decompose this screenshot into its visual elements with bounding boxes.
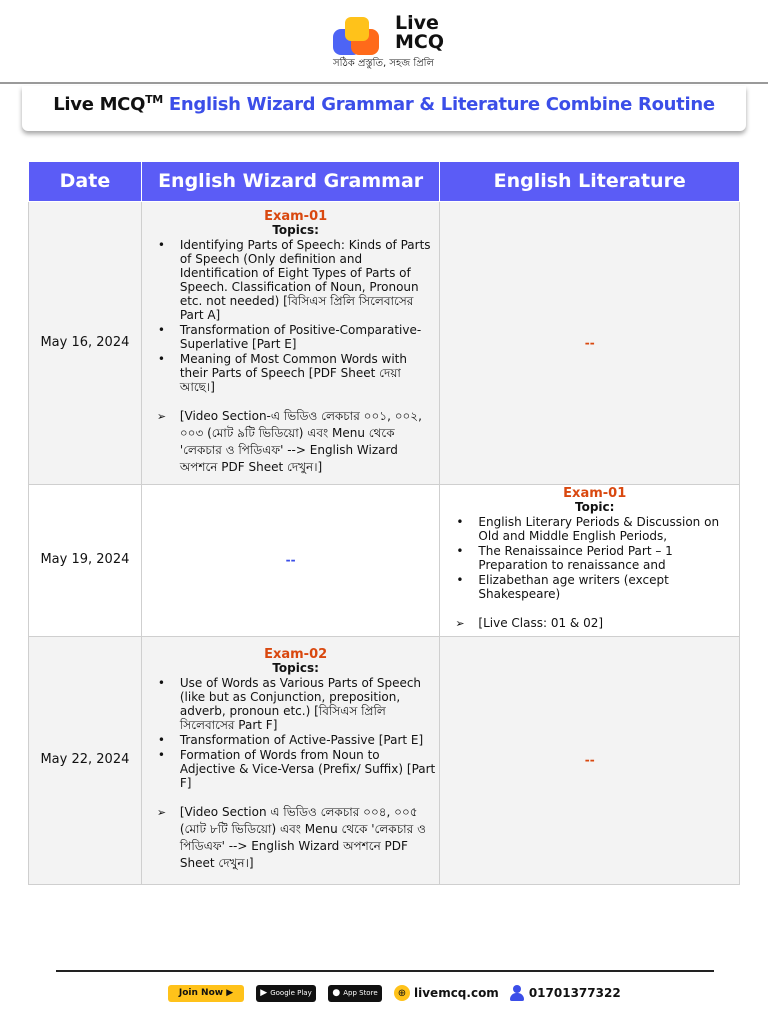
topic-item: • English Literary Periods & Discussion on Old and Middle English Periods, <box>454 515 735 543</box>
routine-table <box>28 162 740 885</box>
phone-number[interactable]: 01701377322 <box>528 986 621 1000</box>
table-row <box>29 636 740 884</box>
arrow-bullet-icon: ➢ <box>455 616 465 630</box>
trademark-mark: TM <box>145 93 163 106</box>
arrow-bullet-icon: ➢ <box>156 805 167 819</box>
footer-divider <box>56 970 714 972</box>
play-store-icon: ▶ <box>260 988 268 998</box>
topics-heading: Topic: <box>574 499 615 514</box>
resource-note-text: [Video Section এ ভিডিও লেকচার ০০৪, ০০৫ (মোট ৮টি ভিডিয়ো) এবং Menu থেকে 'লেকচার ও পিডিএফ' --> English Wizard অপশনে PDF Sheet দেখুন।] <box>179 804 426 870</box>
topics-list <box>156 238 436 394</box>
resource-note <box>454 615 735 632</box>
grammar-cell <box>141 636 440 884</box>
literature-cell-empty: -- <box>440 201 740 484</box>
title-bar <box>22 86 746 131</box>
row-date: May 16, 2024 <box>29 201 142 484</box>
topics-list <box>454 515 735 601</box>
literature-cell <box>440 484 740 636</box>
topic-item: • Transformation of Active-Passive [Part E] <box>156 733 436 747</box>
resource-note-text: [Live Class: 01 & 02] <box>478 615 604 630</box>
topics-list <box>156 676 436 790</box>
topic-item: • Formation of Words from Noun to Adjective & Vice-Versa (Prefix/ Suffix) [Part F] <box>156 748 436 790</box>
topics-heading: Topics: <box>272 222 319 237</box>
grammar-cell <box>141 201 440 484</box>
title-brand: Live MCQ <box>53 94 146 115</box>
user-icon <box>509 985 525 1001</box>
row-date: May 19, 2024 <box>29 484 142 636</box>
resource-note <box>156 804 436 872</box>
table-header-row <box>29 162 740 201</box>
column-header-grammar: English Wizard Grammar <box>141 162 440 201</box>
topic-item: • Elizabethan age writers (except Shakespeare) <box>454 573 735 601</box>
exam-label: Exam-02 <box>264 646 328 662</box>
page-header <box>0 0 768 84</box>
topic-item: • Identifying Parts of Speech: Kinds of Parts of Speech (Only definition and Identification of Eight Types of Parts of Speech. Classification of Noun, Pronoun etc. not needed) [বিসিএস প্রিলি সিলেবাসের Part A] <box>156 238 436 322</box>
google-play-badge[interactable] <box>256 985 316 1002</box>
topic-item: • Meaning of Most Common Words with their Parts of Speech [PDF Sheet দেয়া আছে।] <box>156 352 436 394</box>
arrow-bullet-icon: ➢ <box>156 409 167 423</box>
table-row <box>29 484 740 636</box>
title-main: English Wizard Grammar & Literature Combine Routine <box>168 94 715 115</box>
grammar-cell-empty: -- <box>141 484 440 636</box>
live-mcq-logo <box>333 14 463 74</box>
logo-mark-icon <box>333 17 389 57</box>
literature-cell-empty: -- <box>440 636 740 884</box>
column-header-literature: English Literature <box>440 162 740 201</box>
topic-item: • The Renaissaince Period Part – 1 Preparation to renaissance and <box>454 544 735 572</box>
apple-icon: ● <box>332 988 341 998</box>
google-play-label: Google Play <box>270 989 312 997</box>
topics-heading: Topics: <box>272 660 319 675</box>
logo-wordmark: Live MCQ <box>395 12 445 53</box>
page-title <box>53 93 715 115</box>
app-store-badge[interactable] <box>328 985 382 1002</box>
join-now-button[interactable]: Join Now ▶ <box>168 985 244 1002</box>
topic-item: • Transformation of Positive-Comparative-Superlative [Part E] <box>156 323 436 351</box>
topic-item: • Use of Words as Various Parts of Speech (like but as Conjunction, preposition, adverb, pronoun etc.) [বিসিএস প্রিলি সিলেবাসের Part F] <box>156 676 436 732</box>
exam-label: Exam-01 <box>264 208 328 224</box>
logo-tagline: সঠিক প্রস্তুতি, সহজ প্রিলি <box>333 58 434 69</box>
table-row <box>29 201 740 484</box>
website-link[interactable]: livemcq.com <box>414 986 499 1000</box>
exam-label: Exam-01 <box>563 485 627 501</box>
footer-bar <box>168 983 631 1003</box>
app-store-label: App Store <box>343 989 378 997</box>
row-date: May 22, 2024 <box>29 636 142 884</box>
resource-note-text: [Video Section-এ ভিডিও লেকচার ০০১, ০০২, ০০৩ (মোট ৯টি ভিডিয়ো) এবং Menu থেকে 'লেকচার ও পিডিএফ' --> English Wizard অপশনে PDF Sheet দেখুন।] <box>179 408 422 474</box>
column-header-date: Date <box>29 162 142 201</box>
resource-note <box>156 408 436 476</box>
globe-icon: ⊕ <box>394 985 410 1001</box>
